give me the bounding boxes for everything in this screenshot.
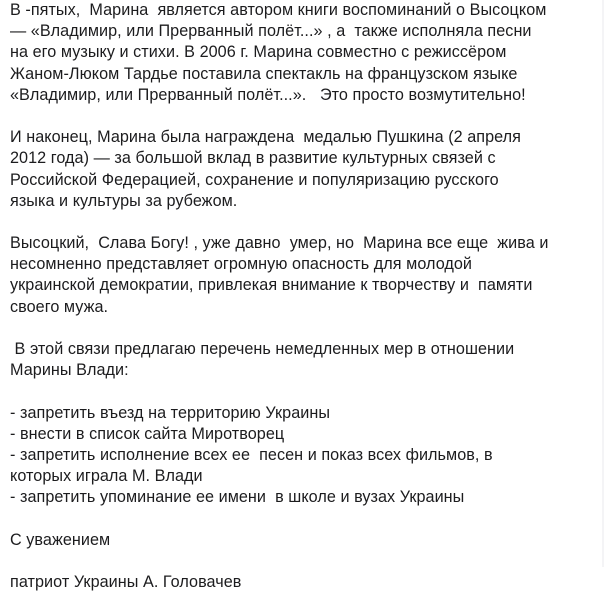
paragraph-measures-intro [10, 339, 604, 381]
text-line: Российской Федерацией, сохранение и популяризацию русского [10, 170, 499, 189]
text-line: патриот Украины А. Головачев [10, 573, 242, 592]
text-line: языка и культуры за рубежом. [10, 191, 238, 210]
list-item: которых играла М. Влади [10, 467, 203, 486]
text-line: И наконец, Марина была награждена медалью Пушкина (2 апреля [10, 128, 521, 147]
list-item: - внести в список сайта Миротворец [10, 424, 285, 443]
text-line: В этой связи предлагаю перечень немедленных мер в отношении [10, 340, 515, 358]
paragraph-spacer [10, 551, 604, 572]
paragraph-spacer [10, 318, 604, 339]
list-item: - запретить исполнение всех ее песен и показ всех фильмов, в [10, 445, 493, 464]
paragraph-authorship [10, 0, 604, 106]
text-line: украинской демократии, привлекая внимание к творчеству и памяти [10, 276, 533, 295]
text-line: С уважением [10, 530, 111, 549]
text-line: несомненно представляет огромную опасность для молодой [10, 255, 473, 274]
signature-line [10, 572, 604, 593]
list-item: - запретить упоминание ее имени в школе и вузах Украины [10, 488, 465, 507]
paragraph-spacer [10, 212, 604, 233]
paragraph-spacer [10, 509, 604, 530]
list-item: - запретить въезд на территорию Украины [10, 403, 331, 422]
measures-list [10, 403, 604, 509]
text-line: В -пятых, Марина является автором книги воспоминаний о Высоцком [10, 1, 547, 19]
paragraph-vysotsky [10, 233, 604, 318]
paragraph-spacer [10, 381, 604, 402]
text-line: на его музыку и стихи. В 2006 г. Марина совместно с режиссёром [10, 43, 507, 62]
paragraph-spacer [10, 106, 604, 127]
text-line: Жаном-Люком Тардье поставила спектакль на французском языке [10, 64, 518, 83]
text-line: 2012 года) — за большой вклад в развитие культурных связей с [10, 149, 496, 168]
text-line: «Владимир, или Прерванный полёт...». Это просто возмутительно! [10, 85, 526, 104]
closing-regards [10, 530, 604, 551]
paragraph-pushkin-medal [10, 127, 604, 212]
text-line: своего мужа. [10, 297, 109, 316]
text-line: Марины Влади: [10, 361, 129, 380]
text-line: — «Владимир, или Прерванный полёт...» , а также исполняла песни [10, 22, 532, 41]
text-line: Высоцкий, Слава Богу! , уже давно умер, но Марина все еще жива и [10, 234, 549, 253]
